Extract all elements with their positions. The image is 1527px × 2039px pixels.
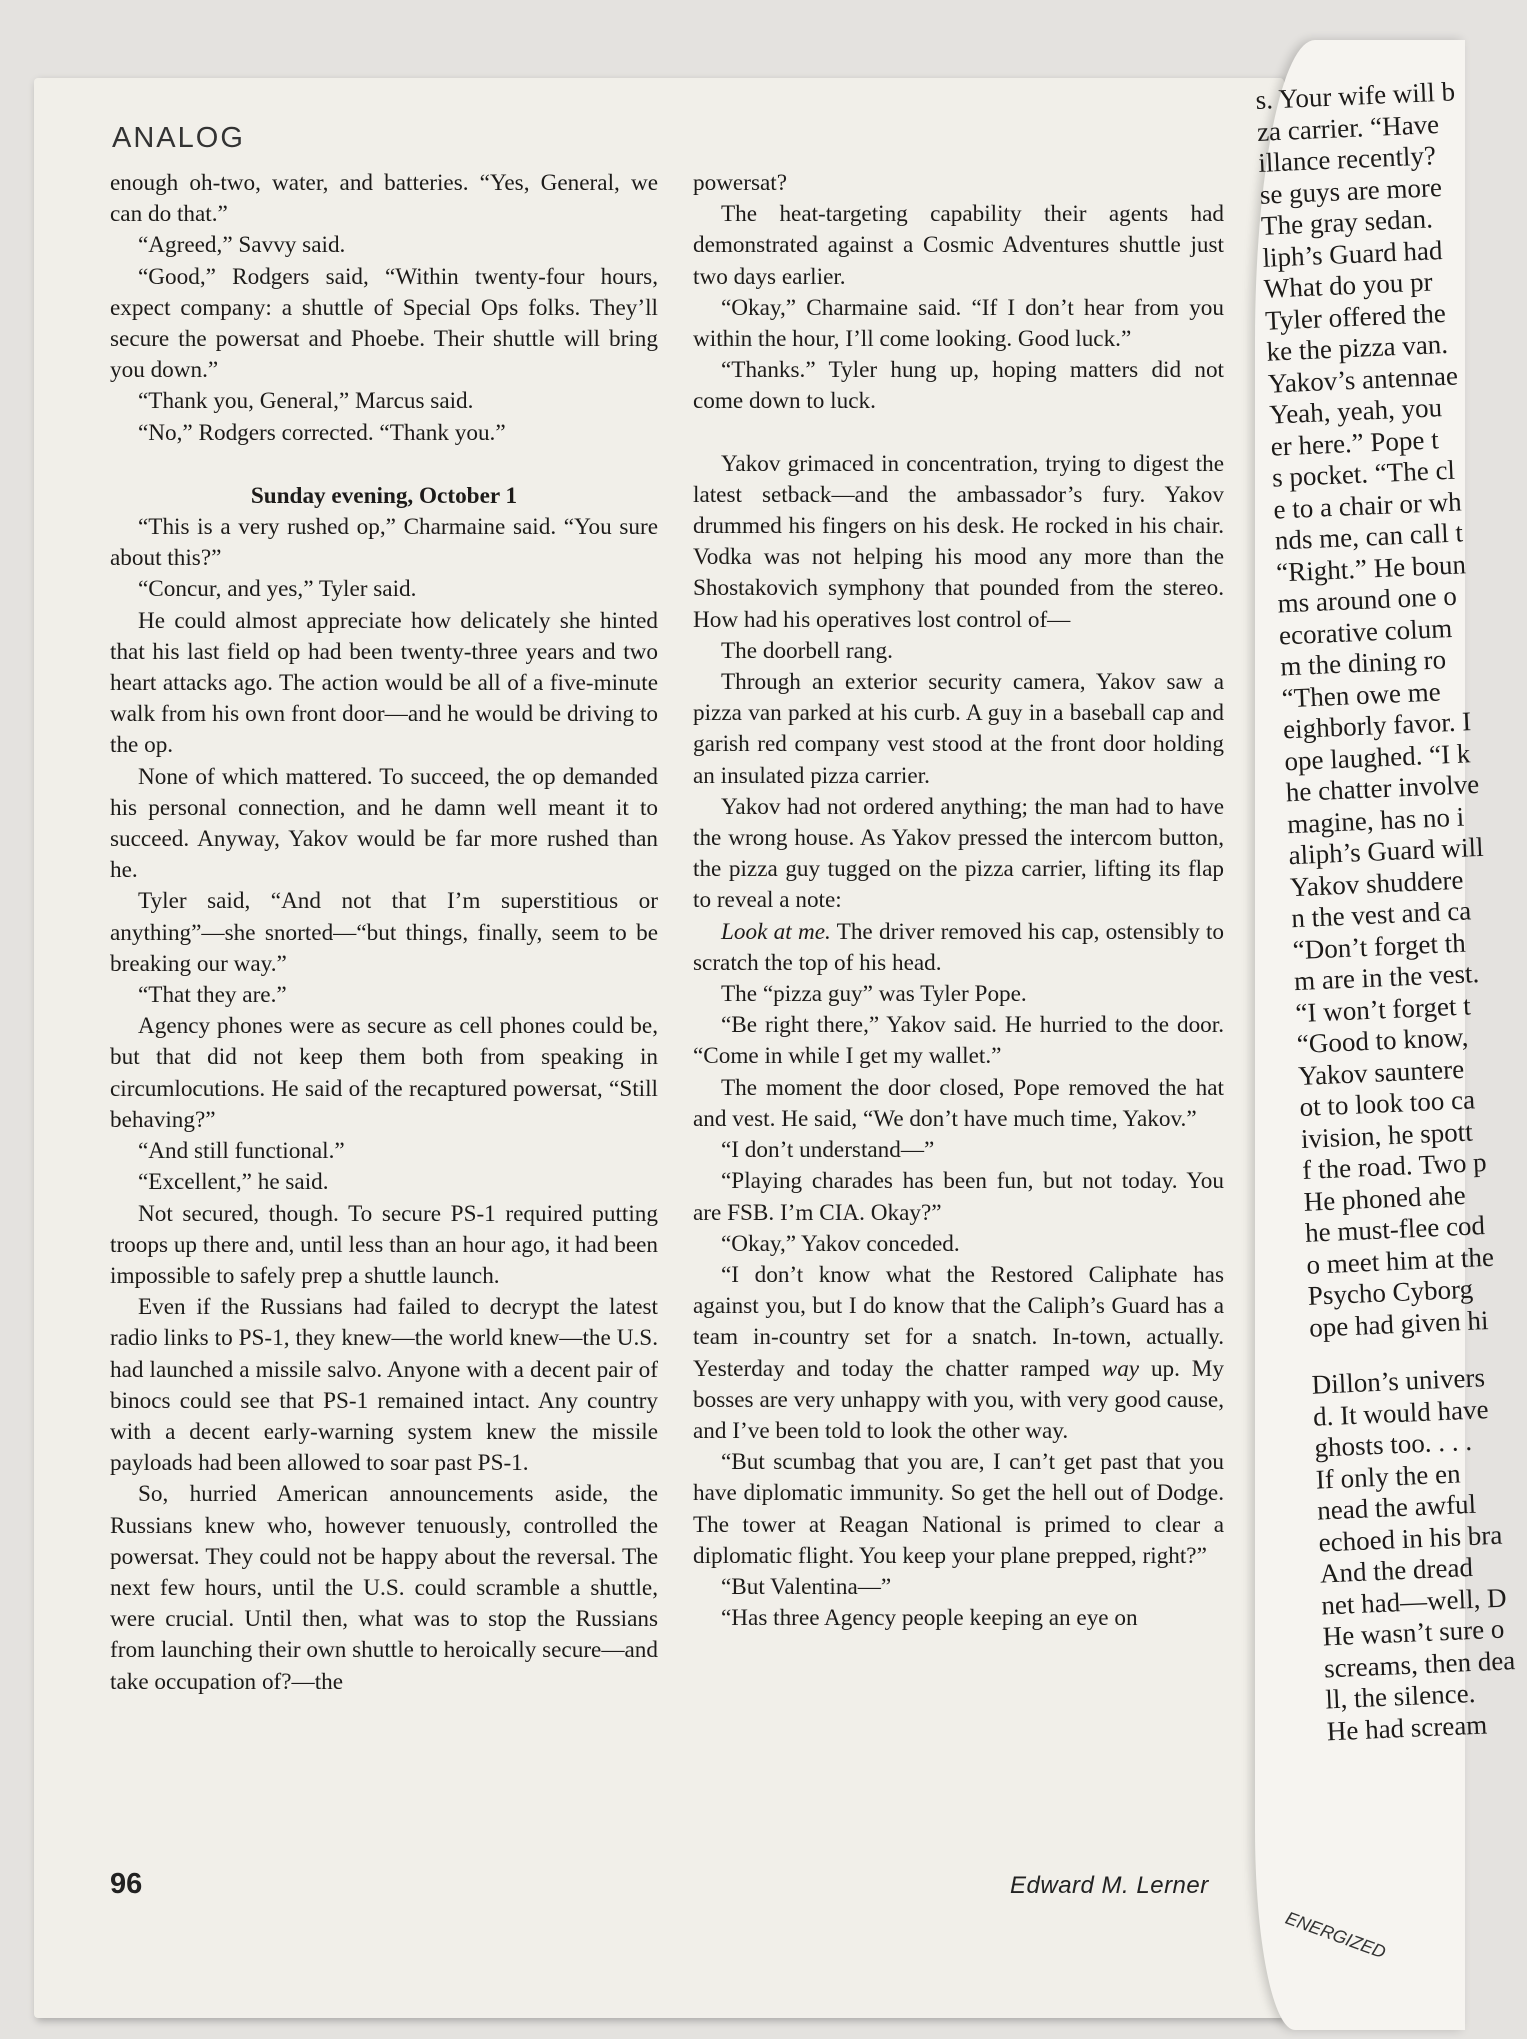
facing-line: d. It would have [1312,1393,1490,1432]
facing-line: Psycho Cyborg [1307,1273,1474,1311]
paragraph-text: Yakov grimaced in concentration, trying to digest the latest setback—and the ambassador’s fury. Yakov drummed his fingers on his desk. He rocked in his chair. Vodka was not helping his mood any more than the Shostakovich symphony that pounded from the stereo. How had his operatives lost control of— [693,450,1224,633]
facing-line: eighborly favor. I [1282,706,1472,745]
paragraph-text: “Playing charades has been fun, but not today. You are FSB. I’m CIA. Okay?” [693,1168,1224,1226]
facing-line: ope laughed. “I k [1283,737,1471,776]
facing-line: net had—well, D [1320,1581,1508,1621]
paragraph [693,355,1224,417]
paragraph-text: powersat? [693,170,787,196]
facing-line: nds me, can call t [1274,517,1464,556]
paragraph [693,1229,1224,1260]
paragraph [693,168,1224,199]
paragraph [110,1292,658,1479]
facing-line: What do you pr [1263,266,1434,304]
facing-line: ivision, he spott [1300,1116,1474,1154]
paragraph-text: Through an exterior security camera, Yakov saw a pizza van parked at his curb. A guy in a baseball cap and garish red company vest stood at the front door holding an insulated pizza carrier. [693,669,1224,789]
facing-line: ms around one o [1276,580,1458,619]
paragraph [693,1572,1224,1603]
paragraph-text: “Agreed,” Savvy said. [138,232,346,259]
facing-line: He phoned ahe [1303,1179,1467,1217]
paragraph-text: Even if the Russians had failed to decrypt the latest radio links to PS-1, they knew—the world knew—the U.S. had launched a missile salvo. Anyone with a decent pair of binocs could see that PS-1 remained intact. Any country with a decent early-warning system knew the missile payloads had been allowed to soar past PS-1. [110,1294,658,1477]
emphasis-text: way [1101,1355,1140,1382]
facing-line: m the dining ro [1279,644,1447,682]
paragraph-text: “Has three Agency people keeping an eye on [721,1605,1138,1632]
paragraph-text: up. My bosses are very unhappy with you, with very good cause, and I’ve been told to look the other way. [693,1355,1224,1444]
facing-line: ope had given hi [1308,1304,1489,1343]
facing-line: “I won’t forget t [1294,989,1472,1028]
paragraph [693,293,1224,355]
paragraph-text: “Okay,” Charmaine said. “If I don’t hear from you within the hour, I’ll come looking. Good luck.” [693,294,1224,353]
paragraph-text: “No,” Rodgers corrected. “Thank you.” [138,419,506,446]
section-heading [110,481,658,512]
facing-line: Dillon’s univers [1311,1362,1486,1400]
paragraph [110,512,658,574]
facing-line: Yeah, yeah, you [1268,392,1443,430]
paragraph [110,262,658,387]
paragraph [110,574,658,605]
paragraph-text: Not secured, though. To secure PS-1 required putting troops up there and, until less than an hour ago, it had been impossible to safely prep a shuttle launch. [110,1200,658,1289]
facing-line: If only the en [1315,1457,1462,1495]
facing-line: “Right.” He boun [1275,548,1467,588]
paragraph-text: The moment the door closed, Pope removed the hat and vest. He said, “We don’t have much time, Yakov.” [693,1074,1224,1132]
facing-line: n the vest and ca [1290,895,1472,934]
facing-line: s. Your wife will b [1255,76,1456,115]
paragraph-text: Yakov had not ordered anything; the man had to have the wrong house. As Yakov pressed the intercom button, the pizza guy tugged on the pizza carrier, lifting its flap to reveal a note: [693,793,1224,914]
right-text-column [693,168,1224,1634]
paragraph [110,1199,658,1293]
paragraph-text: Agency phones were as secure as cell phones could be, but that did not keep them both from speaking in circumlocutions. He said of the recaptured powersat, “Still behaving?” [110,1013,658,1133]
paragraph-text: “Thanks.” Tyler hung up, hoping matters did not come down to luck. [693,357,1224,415]
facing-line: e to a chair or wh [1272,485,1463,525]
facing-line: ke the pizza van. [1265,328,1449,367]
facing-line: ll, the silence. [1324,1677,1476,1715]
facing-page [1255,40,1516,2030]
facing-line: ghosts too. . . . [1313,1425,1473,1463]
facing-line: za carrier. “Have [1256,108,1440,147]
facing-line: m are in the vest. [1293,958,1480,997]
paragraph-text: “Okay,” Yakov conceded. [721,1230,960,1257]
facing-line: Yakov shuddere [1289,864,1464,902]
facing-line: magine, has no i [1286,801,1465,839]
paragraph [693,1166,1224,1228]
paragraph [693,199,1224,293]
paragraph-text: “Thank you, General,” Marcus said. [138,388,474,415]
paragraph-text: He could almost appreciate how delicately she hinted that his last field op had been twenty-three years and two heart attacks ago. The action would be all of a five-minute walk from his own front door—and he would be driving to the op. [110,607,658,759]
paragraph-text: “I don’t know what the Restored Caliphate has against you, but I do know that the Caliph’s Guard has a team in-country set for a snatch. In-town, actually. Yesterday and today the chatter ramped [693,1261,1224,1382]
paragraph-text: The driver removed his cap, ostensibly to scratch the top of his head. [693,918,1224,976]
facing-line: o meet him at the [1305,1241,1495,1280]
facing-line: “Good to know, [1296,1021,1469,1060]
paragraph [693,667,1224,792]
paragraph [693,1073,1224,1135]
paragraph [693,636,1224,667]
paragraph [693,1603,1224,1634]
facing-line: “Don’t forget th [1292,927,1467,965]
facing-line: s pocket. “The cl [1271,454,1456,493]
facing-line: He had scream [1326,1708,1488,1746]
facing-line: echoed in his bra [1317,1519,1503,1558]
paragraph-text: “And still functional.” [138,1138,345,1165]
paragraph-text: The “pizza guy” was Tyler Pope. [721,981,1027,1008]
paragraph [110,886,658,980]
paragraph [110,386,658,417]
facing-line: screams, then dea [1323,1644,1516,1683]
paragraph-text: So, hurried American announcements aside, the Russians knew who, however tenuously, controlled the powersat. They could not be happy about the reversal. The next few hours, until the U.S. could scramble a shuttle, were crucial. Until then, what was to stop the Russians from launching their own shuttle to heroically secure—and take occupation of?—the [110,1481,658,1695]
facing-page-footer: ENERGIZED [1282,1907,1389,1963]
facing-line: The gray sedan. [1260,203,1434,241]
paragraph [110,1136,658,1167]
author-footer: Edward M. Lerner [1010,1872,1209,1899]
facing-page-text [1255,76,1527,1747]
facing-line: ecorative colum [1278,612,1453,650]
paragraph [110,606,658,762]
paragraph-text: “This is a very rushed op,” Charmaine said. “You sure about this?” [110,514,658,572]
facing-line: f the road. Two p [1301,1146,1488,1185]
paragraph-text: Tyler said, “And not that I’m superstitious or anything”—she snorted—“but things, finally, seem to be breaking our way.” [110,888,658,977]
running-header: ANALOG [112,122,245,154]
paragraph [693,1010,1224,1072]
facing-line: And the dread [1319,1551,1474,1589]
paragraph-text: “But scumbag that you are, I can’t get past that you have diplomatic immunity. So get the hell out of Dodge. The tower at Reagan National is primed to clear a diplomatic flight. You keep your plane prepped, right?” [693,1449,1224,1569]
left-text-column [110,168,658,1698]
paragraph [693,449,1224,636]
paragraph [110,762,658,887]
paragraph-text: “Good,” Rodgers said, “Within twenty-four hours, expect company: a shuttle of Special Ops folks. They’ll secure the powersat and Phoebe. Their shuttle will bring you down.” [110,263,658,384]
facing-line: Yakov sauntere [1297,1053,1465,1091]
facing-line: nead the awful [1316,1488,1477,1526]
paragraph [693,1447,1224,1572]
facing-line: “Then owe me [1281,675,1442,713]
facing-line: he chatter involve [1285,768,1480,808]
paragraph [110,1011,658,1136]
facing-line: he must-flee cod [1304,1210,1486,1248]
paragraph-text: “But Valentina—” [721,1573,892,1600]
facing-line: se guys are more [1259,171,1443,210]
paragraph [110,168,658,230]
paragraph [693,1135,1224,1166]
paragraph-text: “Be right there,” Yakov said. He hurried to the door. “Come in while I get my wallet.” [693,1012,1224,1070]
paragraph-text: “Excellent,” he said. [138,1169,329,1196]
paragraph [693,1260,1224,1447]
paragraph [693,792,1224,917]
paragraph-text: “I don’t understand—” [721,1137,935,1164]
facing-line: He wasn’t sure o [1322,1613,1505,1652]
facing-line: liph’s Guard had [1261,234,1443,273]
paragraph-text: The heat-targeting capability their agents had demonstrated against a Cosmic Adventures shuttle just two days earlier. [693,201,1224,290]
paragraph-text: “That they are.” [138,982,287,1009]
page-number: 96 [110,1868,143,1900]
facing-line: Tyler offered the [1264,297,1447,336]
paragraph-text: enough oh-two, water, and batteries. “Yes, General, we can do that.” [110,170,658,228]
paragraph-text: None of which mattered. To succeed, the op demanded his personal connection, and he damn well meant it to succeed. Anyway, Yakov would be far more rushed than he. [110,763,658,884]
facing-line: Yakov’s antennae [1267,359,1459,399]
paragraph [110,230,658,261]
paragraph [110,980,658,1011]
paragraph [693,979,1224,1010]
facing-line: er here.” Pope t [1270,423,1440,462]
facing-line: ot to look too ca [1298,1084,1476,1123]
paragraph [693,917,1224,979]
paragraph [110,1167,658,1198]
paragraph [110,418,658,449]
facing-line: illance recently? [1257,140,1437,178]
paragraph-text: “Concur, and yes,” Tyler said. [138,576,417,603]
paragraph-text: Sunday evening, October 1 [250,482,518,509]
paragraph [110,1479,658,1697]
paragraph-text: The doorbell rang. [721,637,893,664]
emphasis-text: Look at me. [721,918,831,945]
facing-line: aliph’s Guard will [1287,831,1485,871]
